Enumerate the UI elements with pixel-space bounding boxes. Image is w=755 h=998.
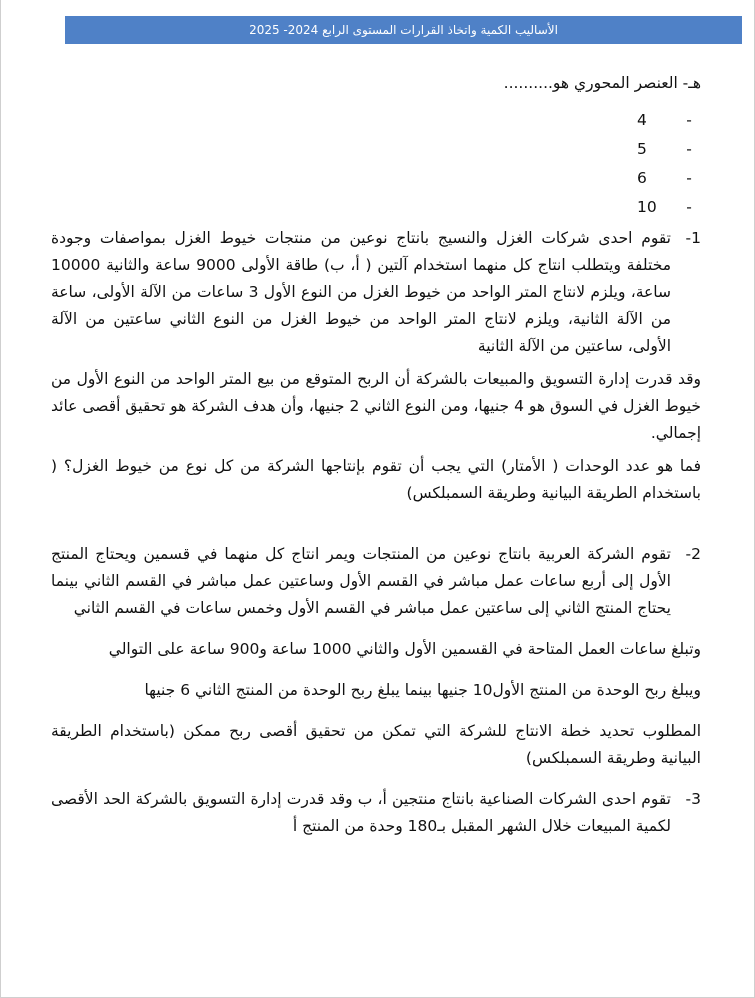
option-value: 4	[637, 111, 647, 129]
problem-2-paragraph-2: وتبلغ ساعات العمل المتاحة في القسمين الأول والثاني 1000 ساعة و900 ساعة على التوالي	[108, 640, 701, 658]
question-h-label: هـ- العنصر المحوري هو..........	[503, 74, 701, 92]
problem-2-text: تقوم الشركة العربية بانتاج نوعين من المنتجات ويمر انتاج كل منهما في قسمين ويحتاج المنتج الأول إلى أربع ساعات عمل مباشر في القسم الأول وساعتين عمل مباشر في القسم الثاني بينما يحتاج المنتج الثاني إلى ساعتين عمل مباشر في القسم الأول وخمس ساعات في القسم الثاني	[51, 545, 671, 617]
problem-3	[51, 786, 701, 840]
problem-1	[51, 225, 701, 360]
problem-3-text: تقوم احدى الشركات الصناعية بانتاج منتجين أ، ب وقد قدرت إدارة التسويق بالشركة الحد الأقصى لكمية المبيعات خلال الشهر المقبل بـ180 وحدة من المنتج أ	[51, 790, 671, 835]
problem-2-number: 2-	[685, 545, 701, 563]
problem-2-question: المطلوب تحديد خطة الانتاج للشركة التي تمكن من تحقيق أقصى ربح ممكن (باستخدام الطريقة البيانية وطريقة السمبلكس)	[51, 722, 701, 767]
header-title: الأساليب الكمية واتخاذ القرارات المستوى الرابع 2024- 2025	[249, 23, 558, 37]
option-item: -10	[51, 194, 701, 223]
option-item: -4	[51, 107, 701, 136]
option-item: -5	[51, 136, 701, 165]
header-bar	[65, 16, 742, 44]
option-item: -6	[51, 165, 701, 194]
problem-3-number: 3-	[685, 790, 701, 808]
document-content	[51, 70, 701, 846]
problem-1-question: فما هو عدد الوحدات ( الأمتار) التي يجب أن تقوم بإنتاجها الشركة من كل نوع من خيوط الغزل؟ ( باستخدام الطريقة البيانية وطريقة السمبلكس)	[51, 457, 701, 502]
problem-2-paragraph-3: ويبلغ ربح الوحدة من المنتج الأول10 جنيها بينما يبلغ ربح الوحدة من المنتج الثاني 6 جنيها	[144, 681, 701, 699]
problem-1-number: 1-	[685, 229, 701, 247]
problem-1-paragraph-2: وقد قدرت إدارة التسويق والمبيعات بالشركة أن الربح المتوقع من بيع المتر الواحد من النوع الأول من خيوط الغزل في السوق هو 4 جنيها، ومن النوع الثاني 2 جنيها، وأن هدف الشركة هو تحقيق أقصى عائد إجمالي.	[51, 370, 701, 442]
question-h-options	[51, 107, 701, 223]
problem-2	[51, 541, 701, 622]
problem-1-text: تقوم احدى شركات الغزل والنسيج بانتاج نوعين من منتجات خيوط الغزل بمواصفات وجودة مختلفة ويتطلب انتاج كل منهما استخدام آلتين ( أ، ب) طاقة الأولى 9000 ساعة والثانية 10000 ساعة، ويلزم لانتاج المتر الواحد من خيوط الغزل من النوع الأول 3 ساعات من الآلة الأولى، ساعة من الآلة الثانية، ويلزم لانتاج المتر الواحد من خيوط الغزل من النوع الثاني ساعتين من الآلة الأولى، ساعتين من الآلة الثانية	[51, 229, 672, 355]
option-value: 10	[637, 198, 657, 216]
option-value: 5	[637, 140, 647, 158]
option-value: 6	[637, 169, 647, 187]
